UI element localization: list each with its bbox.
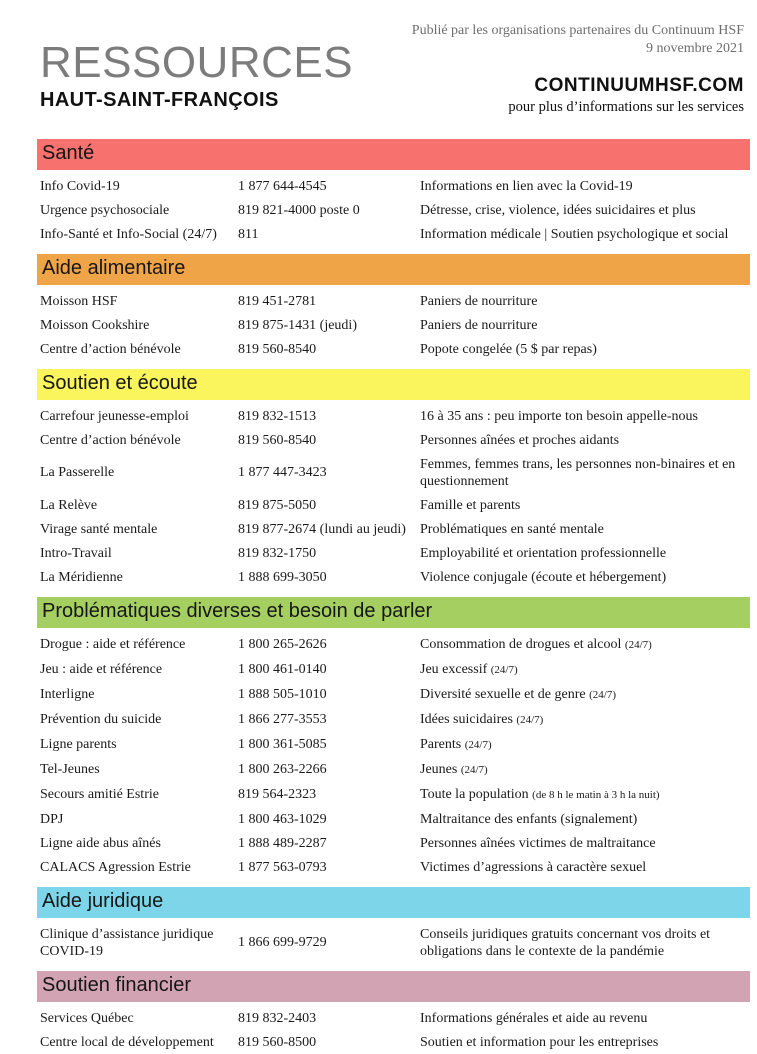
resource-description-note: (24/7): [624, 638, 652, 651]
resource-phone: 819 877-2674 (lundi au jeudi): [238, 521, 406, 537]
resource-row: [0, 517, 757, 541]
resource-description-note: (de 8 h le matin à 3 h la nuit): [532, 788, 660, 801]
page-title: RESSOURCES: [40, 38, 354, 87]
resource-phone: 819 560-8540: [238, 432, 317, 448]
resource-description: [420, 456, 749, 490]
resource-name: Jeu : aide et référence: [40, 662, 163, 677]
resource-description: [420, 178, 749, 195]
resource-phone: 1 877 563-0793: [238, 859, 327, 875]
section-title: Problématiques diverses et besoin de parler: [42, 600, 433, 622]
resource-description: [420, 686, 749, 704]
section-aide-alimentaire: [0, 254, 757, 361]
resource-phone: 1 866 277-3553: [238, 712, 327, 727]
resource-name: Centre local de développement: [40, 1034, 214, 1050]
published-by-text: Publié par les organisations partenaires du Continuum HSF: [411, 23, 744, 38]
resource-name: Services Québec: [40, 1010, 134, 1026]
resource-phone: 1 866 699-9729: [238, 935, 327, 950]
publish-date: 9 novembre 2021: [646, 41, 744, 56]
resource-phone: 1 800 463-1029: [238, 811, 327, 827]
resource-description-text: Paniers de nourriture: [420, 293, 538, 309]
resource-name: Interligne: [40, 687, 95, 702]
resource-phone: 1 800 265-2626: [238, 637, 327, 652]
resource-row: [0, 1006, 757, 1030]
resource-description-text: Informations générales et aide au revenu: [420, 1010, 648, 1026]
resource-row: [0, 922, 757, 963]
resource-description-text: Parents: [420, 736, 462, 752]
resource-row: [0, 831, 757, 855]
resource-row: [0, 493, 757, 517]
resource-phone: 1 888 489-2287: [238, 835, 327, 851]
resource-description-note: (24/7): [490, 663, 518, 676]
resource-name: Secours amitié Estrie: [40, 787, 159, 802]
resource-description: [420, 521, 749, 538]
resource-description-text: Personnes aînées et proches aidants: [420, 432, 620, 448]
resource-description: [420, 859, 749, 876]
resource-description: [420, 811, 749, 828]
resource-row: [0, 541, 757, 565]
section-header: [37, 139, 750, 170]
resource-name: Info-Santé et Info-Social (24/7): [40, 226, 217, 242]
resource-row: [0, 1030, 757, 1054]
resource-row: [0, 174, 757, 198]
resource-phone: 819 560-8500: [238, 1034, 317, 1050]
resource-description: [420, 761, 749, 779]
resource-description: [420, 408, 749, 425]
resource-phone: 1 888 699-3050: [238, 569, 327, 585]
resource-description: [420, 636, 749, 654]
resource-phone: 819 875-5050: [238, 497, 317, 513]
section-title: Santé: [42, 142, 95, 164]
resource-description-text: Femmes, femmes trans, les personnes non-binaires et en questionnement: [420, 456, 736, 489]
resource-description-text: Victimes d’agressions à caractère sexuel: [420, 859, 647, 875]
section-title: Soutien financier: [42, 974, 191, 996]
section-soutien-financier: [0, 971, 757, 1054]
resource-description-text: Violence conjugale (écoute et hébergement): [420, 569, 667, 585]
resource-description-note: (24/7): [589, 688, 616, 701]
resource-name: Intro-Travail: [40, 545, 112, 561]
resource-description-text: Employabilité et orientation professionnelle: [420, 545, 667, 561]
resource-description-note: (24/7): [464, 738, 492, 751]
resource-description: [420, 226, 749, 243]
resource-name: Virage santé mentale: [40, 521, 158, 537]
section-header: [37, 369, 750, 400]
resource-name: La Relève: [40, 497, 98, 513]
resource-description-text: Jeu excessif: [420, 661, 488, 677]
section-header: [37, 597, 750, 628]
resource-row: [0, 807, 757, 831]
resource-name: Moisson HSF: [40, 293, 118, 309]
website-tagline: pour plus d’informations sur les services: [508, 99, 744, 115]
resource-row: [0, 452, 757, 493]
resource-description-text: Personnes aînées victimes de maltraitance: [420, 835, 656, 851]
resource-description-text: Diversité sexuelle et de genre: [420, 686, 586, 702]
resource-name: Clinique d’assistance juridique COVID-19: [40, 926, 214, 959]
resource-name: Centre d’action bénévole: [40, 341, 181, 357]
resource-name: Tel-Jeunes: [40, 762, 100, 777]
resource-description: [420, 317, 749, 334]
resource-phone: 819 832-1513: [238, 408, 317, 424]
resource-phone: 819 560-8540: [238, 341, 317, 357]
resource-description: [420, 545, 749, 562]
resource-description: [420, 711, 749, 729]
resource-description-text: Problématiques en santé mentale: [420, 521, 604, 537]
resource-description-text: 16 à 35 ans : peu importe ton besoin appelle-nous: [420, 408, 698, 424]
resource-name: Info Covid-19: [40, 178, 120, 194]
resource-name: La Passerelle: [40, 465, 115, 480]
resource-row: [0, 707, 757, 732]
section-title: Soutien et écoute: [42, 372, 198, 394]
resource-description-text: Détresse, crise, violence, idées suicidaires et plus: [420, 202, 696, 218]
flyer-header: [0, 0, 757, 131]
resource-row: [0, 682, 757, 707]
resource-row: [0, 404, 757, 428]
resource-description: [420, 1010, 749, 1027]
resource-row: [0, 565, 757, 589]
resource-row: [0, 337, 757, 361]
resource-name: CALACS Agression Estrie: [40, 859, 191, 875]
resource-name: Ligne aide abus aînés: [40, 835, 161, 851]
resource-description: [420, 293, 749, 310]
resource-name: Prévention du suicide: [40, 712, 162, 727]
title-block: [40, 40, 353, 112]
resource-row: [0, 855, 757, 879]
resource-description: [420, 202, 749, 219]
resource-row: [0, 632, 757, 657]
resource-description-text: Popote congelée (5 $ par repas): [420, 341, 597, 357]
resource-name: Urgence psychosociale: [40, 202, 170, 218]
resource-description: [420, 661, 749, 679]
resource-description: [420, 341, 749, 358]
section-header: [37, 971, 750, 1002]
resource-phone: 1 800 361-5085: [238, 737, 327, 752]
resource-phone: 811: [238, 226, 259, 242]
resource-row: [0, 198, 757, 222]
resource-description-text: Famille et parents: [420, 497, 521, 513]
resource-name: Carrefour jeunesse-emploi: [40, 408, 189, 424]
resource-description-text: Paniers de nourriture: [420, 317, 538, 333]
resource-description-text: Soutien et information pour les entreprises: [420, 1034, 659, 1050]
resource-description-text: Maltraitance des enfants (signalement): [420, 811, 638, 827]
resource-description: [420, 1034, 749, 1051]
resource-phone: 1 800 263-2266: [238, 762, 327, 777]
resource-row: [0, 782, 757, 807]
resource-phone: 819 821-4000 poste 0: [238, 202, 360, 218]
resource-row: [0, 289, 757, 313]
resource-row: [0, 428, 757, 452]
resource-description: [420, 497, 749, 514]
resource-name: Centre d’action bénévole: [40, 432, 181, 448]
resource-sections: [0, 139, 757, 1054]
resource-phone: 819 832-2403: [238, 1010, 317, 1026]
section-sante: [0, 139, 757, 246]
resource-phone: 819 875-1431 (jeudi): [238, 317, 357, 333]
resource-row: [0, 222, 757, 246]
resource-description: [420, 736, 749, 754]
resource-row: [0, 313, 757, 337]
resource-name: La Méridienne: [40, 569, 123, 585]
resource-phone: 1 877 447-3423: [238, 465, 327, 480]
resource-description-text: Conseils juridiques gratuits concernant vos droits et obligations dans le contexte de la pandémie: [420, 926, 711, 959]
resource-phone: 1 888 505-1010: [238, 687, 327, 702]
section-title: Aide alimentaire: [42, 257, 186, 279]
section-problematiques-diverses-et-besoin-de-parler: [0, 597, 757, 879]
resource-description: [420, 786, 749, 804]
resource-description-text: Information médicale | Soutien psychologique et social: [420, 226, 729, 242]
resource-row: [0, 657, 757, 682]
resource-row: [0, 757, 757, 782]
resource-row: [0, 732, 757, 757]
resource-description-text: Toute la population: [420, 786, 529, 802]
resource-description-note: (24/7): [516, 713, 544, 726]
resource-description-text: Idées suicidaires: [420, 711, 513, 727]
resource-description: [420, 835, 749, 852]
resource-description: [420, 926, 749, 960]
section-header: [37, 254, 750, 285]
resource-name: DPJ: [40, 811, 64, 827]
publisher-block: [412, 22, 744, 116]
resource-phone: 819 451-2781: [238, 293, 317, 309]
resource-phone: 819 832-1750: [238, 545, 317, 561]
resource-name: Drogue : aide et référence: [40, 637, 186, 652]
resource-description-text: Jeunes: [420, 761, 458, 777]
resource-description: [420, 569, 749, 586]
resource-name: Ligne parents: [40, 737, 117, 752]
resource-description: [420, 432, 749, 449]
resource-description-note: (24/7): [460, 763, 488, 776]
section-soutien-et-ecoute: [0, 369, 757, 589]
resource-description-text: Consommation de drogues et alcool: [420, 636, 622, 652]
resource-phone: 1 800 461-0140: [238, 662, 327, 677]
section-aide-juridique: [0, 887, 757, 963]
resource-description-text: Informations en lien avec la Covid-19: [420, 178, 633, 194]
page-subtitle: HAUT-SAINT-FRANÇOIS: [40, 89, 279, 111]
resource-name: Moisson Cookshire: [40, 317, 150, 333]
website-url: CONTINUUMHSF.COM: [534, 75, 744, 96]
section-header: [37, 887, 750, 918]
resource-phone: 819 564-2323: [238, 787, 317, 802]
resource-phone: 1 877 644-4545: [238, 178, 327, 194]
section-title: Aide juridique: [42, 890, 164, 912]
